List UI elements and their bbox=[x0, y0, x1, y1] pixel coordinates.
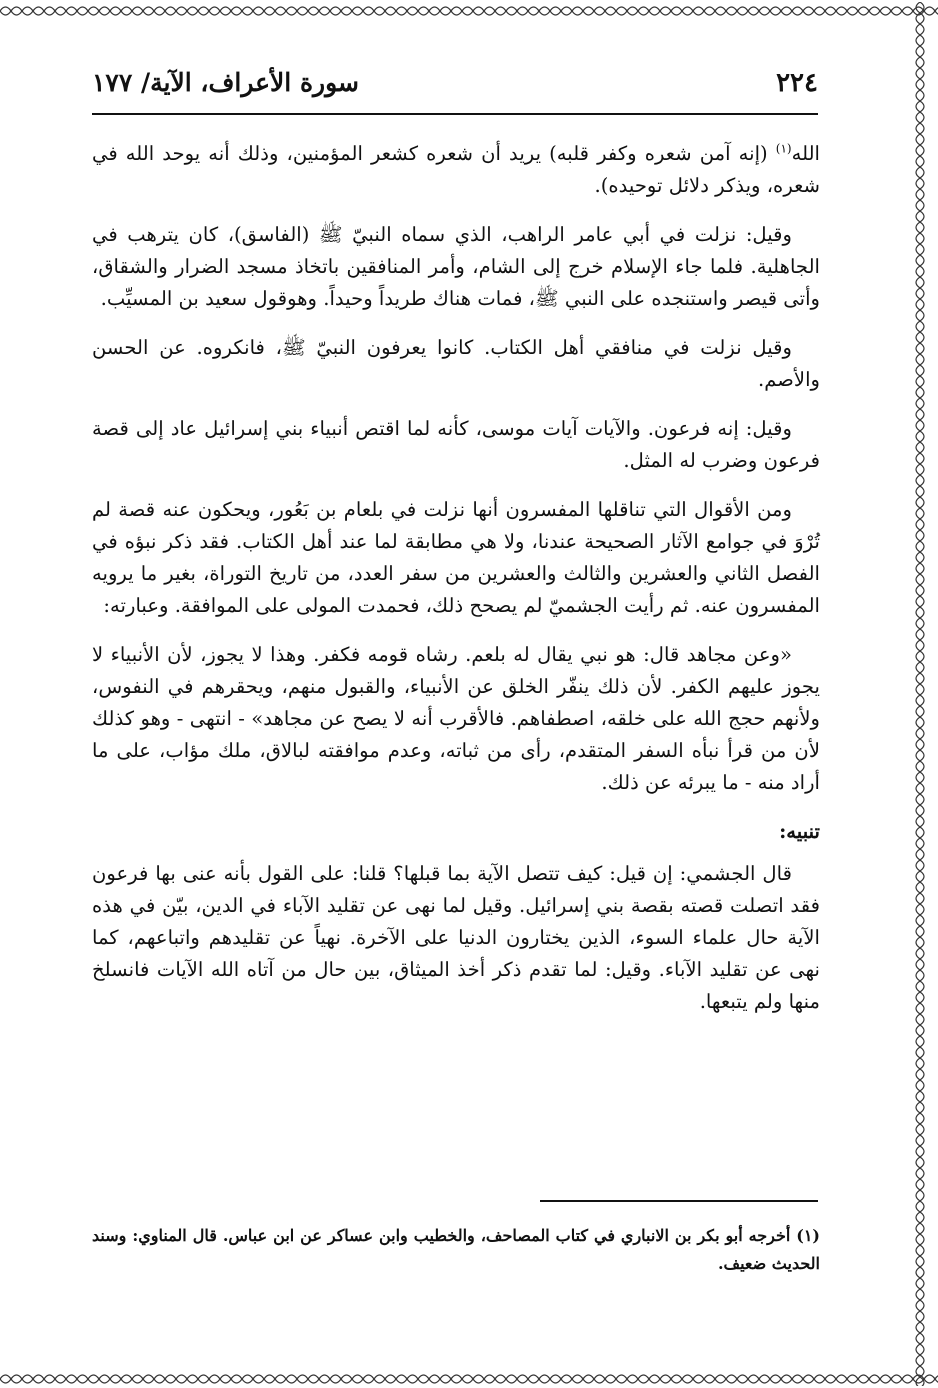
ornamental-border-top bbox=[0, 2, 938, 20]
section-heading: تنبيه: bbox=[779, 820, 820, 843]
header-divider bbox=[92, 113, 818, 115]
paragraph bbox=[92, 138, 820, 202]
ornamental-border-right bbox=[906, 2, 934, 1386]
main-text bbox=[92, 138, 820, 1035]
paragraph-text: (إنه آمن شعره وكفر قلبه) يريد أن شعره كشعر المؤمنين، وذلك أنه يوحد الله في شعره، ويذكر دلائل توحيده). bbox=[92, 142, 820, 197]
surah-title: سورة الأعراف، الآية/ ١٧٧ bbox=[92, 68, 359, 97]
ornamental-border-bottom bbox=[0, 1370, 938, 1388]
paragraph: ومن الأقوال التي تناقلها المفسرون أنها نزلت في بلعام بن بَعُور، ويحكون عنه قصة لم تُرْوَ في جوامع الآثار الصحيحة عندنا، ولا هي مطابقة لما عند أهل الكتاب. فقد ذكر نبؤه في الفصل الثاني والعشرين والثالث والعشرين من سفر العدد، من تاريخ التوراة، بغير ما يرويه المفسرون عنه. ثم رأيت الجشميّ لم يصحح ذلك، فحمدت المولى على الموافقة. وعبارته: bbox=[92, 498, 820, 617]
footnote-marker: (١) bbox=[775, 141, 792, 156]
page-number: ٢٢٤ bbox=[776, 68, 818, 98]
paragraph-text: الله bbox=[791, 142, 820, 165]
paragraph: وقيل: إنه فرعون. والآيات آيات موسى، كأنه لما اقتص أنبياء بني إسرائيل عاد إلى قصة فرعون وضرب له المثل. bbox=[92, 417, 820, 472]
quotation-paragraph: «وعن مجاهد قال: هو نبي يقال له بلعم. رشاه قومه فكفر. وهذا لا يجوز، لأن الأنبياء لا يجوز عليهم الكفر. لأن ذلك ينفّر الخلق عن الأنبياء، والقبول منهم، ويحقرهم في النفوس، ولأنهم حجج الله على خلقه، اصطفاهم. فالأقرب أنه لا يصح عن مجاهد» - انتهى - وهو كذلك لأن من قرأ نبأه السفر المتقدم، رأى من ثباته، وعدم موافقته لبالاق، ملك مؤاب، على ما أراد منه - ما يبرئه عن ذلك. bbox=[92, 643, 820, 794]
paragraph: قال الجشمي: إن قيل: كيف تتصل الآية بما قبلها؟ قلنا: على القول بأنه عنى بها فرعون فقد اتصلت قصته بقصة بني إسرائيل. وقيل لما نهى عن تقليد الآباء في الدين، بيّن في هذه الآية حال علماء السوء، الذين يختارون الدنيا على الآخرة. نهياً عن تقليدهم واتباعهم، كما نهى عن تقليد الآباء. وقيل: لما تقدم ذكر أخذ الميثاق، بين حال من آتاه الله الآيات فانسلخ منها ولم يتبعها. bbox=[92, 862, 820, 1013]
running-header bbox=[92, 68, 818, 108]
paragraph: وقيل: نزلت في أبي عامر الراهب، الذي سماه النبيّ ﷺ (الفاسق)، كان يترهب في الجاهلية. فلما جاء الإسلام خرج إلى الشام، وأمر المنافقين باتخاذ مسجد الضرار والشقاق، وأتى قيصر واستنجده على النبي ﷺ، فمات هناك طريداً وحيداً. وهوقول سعيد بن المسيِّب. bbox=[92, 223, 820, 310]
paragraph: وقيل نزلت في منافقي أهل الكتاب. كانوا يعرفون النبيّ ﷺ، فانكروه. عن الحسن والأصم. bbox=[92, 336, 820, 391]
footnote: (١) أخرجه أبو بكر بن الانباري في كتاب المصاحف، والخطيب وابن عساكر عن ابن عباس. قال المناوي: وسند الحديث ضعيف. bbox=[92, 1226, 820, 1273]
footnote-divider bbox=[540, 1200, 818, 1202]
